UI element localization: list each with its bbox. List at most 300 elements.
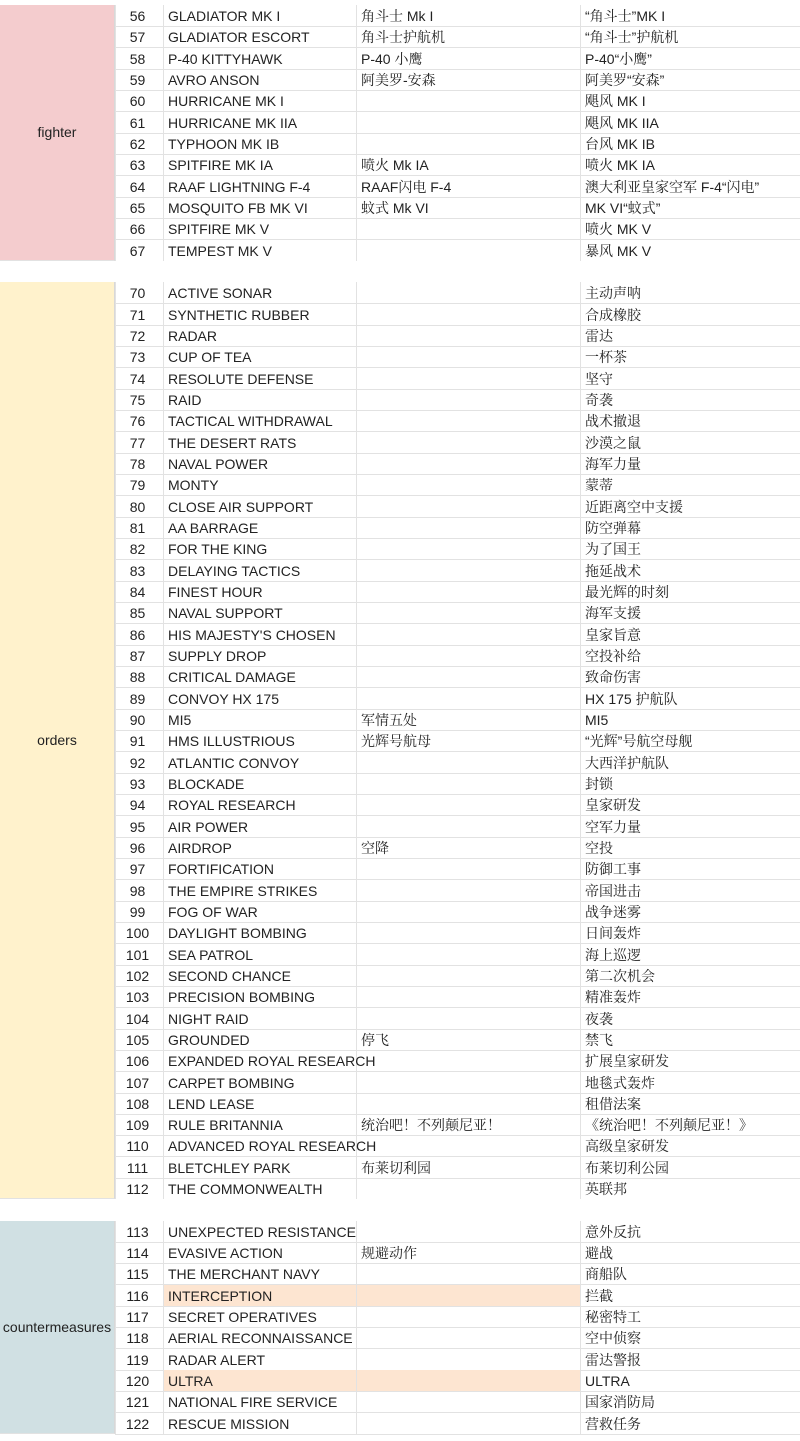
english-name-cell[interactable]: AIRDROP — [164, 837, 357, 859]
english-name-cell[interactable]: EVASIVE ACTION — [164, 1242, 357, 1264]
row-number-cell[interactable]: 120 — [115, 1370, 164, 1392]
english-name-cell[interactable]: MI5 — [164, 709, 357, 731]
chinese-name-cell[interactable]: 布莱切利园 — [357, 1157, 581, 1179]
english-name-cell[interactable]: TACTICAL WITHDRAWAL — [164, 410, 357, 432]
chinese-translation-cell[interactable]: 合成橡胶 — [581, 304, 800, 326]
row-number-cell[interactable]: 64 — [115, 176, 164, 198]
table-row[interactable] — [0, 112, 800, 133]
english-name-cell[interactable]: GLADIATOR ESCORT — [164, 26, 357, 48]
row-number-cell[interactable]: 108 — [115, 1093, 164, 1115]
chinese-name-cell[interactable] — [357, 1285, 581, 1307]
table-row[interactable] — [0, 1157, 800, 1178]
table-row[interactable] — [0, 346, 800, 367]
table-row[interactable] — [0, 325, 800, 346]
chinese-translation-cell[interactable]: 防御工事 — [581, 858, 800, 880]
chinese-name-cell[interactable] — [357, 581, 581, 603]
chinese-name-cell[interactable] — [357, 282, 581, 304]
row-number-cell[interactable]: 92 — [115, 752, 164, 774]
chinese-name-cell[interactable] — [357, 474, 581, 496]
chinese-translation-cell[interactable]: 帝国进击 — [581, 880, 800, 902]
chinese-translation-cell[interactable]: “光辉”号航空母舰 — [581, 730, 800, 752]
table-row[interactable] — [0, 1135, 800, 1156]
row-number-cell[interactable]: 71 — [115, 304, 164, 326]
category-cell-fighter[interactable]: fighter — [0, 5, 115, 261]
chinese-translation-cell[interactable]: 英联邦 — [581, 1178, 800, 1200]
table-row[interactable] — [0, 282, 800, 303]
chinese-translation-cell[interactable]: 拦截 — [581, 1285, 800, 1307]
english-name-cell[interactable]: TYPHOON MK IB — [164, 133, 357, 155]
chinese-translation-cell[interactable]: 夜袭 — [581, 1008, 800, 1030]
chinese-name-cell[interactable] — [357, 1135, 581, 1157]
chinese-name-cell[interactable] — [357, 304, 581, 326]
chinese-name-cell[interactable] — [357, 880, 581, 902]
chinese-name-cell[interactable] — [357, 1391, 581, 1413]
row-number-cell[interactable]: 100 — [115, 922, 164, 944]
chinese-name-cell[interactable] — [357, 1050, 581, 1072]
chinese-name-cell[interactable]: RAAF闪电 F-4 — [357, 176, 581, 198]
row-number-cell[interactable]: 84 — [115, 581, 164, 603]
chinese-translation-cell[interactable]: 飓风 MK I — [581, 90, 800, 112]
row-number-cell[interactable]: 96 — [115, 837, 164, 859]
row-number-cell[interactable]: 102 — [115, 965, 164, 987]
row-number-cell[interactable]: 59 — [115, 69, 164, 91]
english-name-cell[interactable]: THE COMMONWEALTH — [164, 1178, 357, 1200]
chinese-name-cell[interactable] — [357, 602, 581, 624]
table-row[interactable] — [0, 1263, 800, 1284]
english-name-cell[interactable]: P-40 KITTYHAWK — [164, 48, 357, 70]
table-row[interactable] — [0, 1306, 800, 1327]
table-row[interactable] — [0, 560, 800, 581]
english-name-cell[interactable]: GROUNDED — [164, 1029, 357, 1051]
chinese-name-cell[interactable] — [357, 560, 581, 582]
table-row[interactable] — [0, 1285, 800, 1306]
chinese-translation-cell[interactable]: 最光辉的时刻 — [581, 581, 800, 603]
english-name-cell[interactable]: FINEST HOUR — [164, 581, 357, 603]
chinese-translation-cell[interactable]: P-40“小鹰” — [581, 48, 800, 70]
english-name-cell[interactable]: UNEXPECTED RESISTANCE — [164, 1221, 357, 1243]
row-number-cell[interactable]: 122 — [115, 1413, 164, 1435]
row-number-cell[interactable]: 85 — [115, 602, 164, 624]
chinese-translation-cell[interactable]: 皇家旨意 — [581, 624, 800, 646]
row-number-cell[interactable]: 83 — [115, 560, 164, 582]
row-number-cell[interactable]: 121 — [115, 1391, 164, 1413]
chinese-name-cell[interactable] — [357, 1306, 581, 1328]
english-name-cell[interactable]: RADAR ALERT — [164, 1349, 357, 1371]
chinese-translation-cell[interactable]: 近距离空中支援 — [581, 496, 800, 518]
chinese-translation-cell[interactable]: 禁飞 — [581, 1029, 800, 1051]
chinese-translation-cell[interactable]: 坚守 — [581, 368, 800, 390]
english-name-cell[interactable]: RADAR — [164, 325, 357, 347]
row-number-cell[interactable]: 87 — [115, 645, 164, 667]
table-row[interactable] — [0, 1072, 800, 1093]
english-name-cell[interactable]: AERIAL RECONNAISSANCE — [164, 1327, 357, 1349]
table-row[interactable] — [0, 90, 800, 111]
chinese-translation-cell[interactable]: 暴风 MK V — [581, 240, 800, 262]
chinese-translation-cell[interactable]: 地毯式轰炸 — [581, 1072, 800, 1094]
chinese-name-cell[interactable] — [357, 624, 581, 646]
chinese-name-cell[interactable] — [357, 346, 581, 368]
row-number-cell[interactable]: 61 — [115, 112, 164, 134]
english-name-cell[interactable]: SPITFIRE MK IA — [164, 154, 357, 176]
row-number-cell[interactable]: 72 — [115, 325, 164, 347]
english-name-cell[interactable]: THE DESERT RATS — [164, 432, 357, 454]
table-row[interactable] — [0, 26, 800, 47]
english-name-cell[interactable]: NIGHT RAID — [164, 1008, 357, 1030]
english-name-cell[interactable]: FOR THE KING — [164, 538, 357, 560]
chinese-translation-cell[interactable]: 为了国王 — [581, 538, 800, 560]
empty-row[interactable] — [0, 261, 800, 282]
english-name-cell[interactable]: FOG OF WAR — [164, 901, 357, 923]
chinese-name-cell[interactable] — [357, 688, 581, 710]
table-row[interactable] — [0, 368, 800, 389]
chinese-name-cell[interactable] — [357, 922, 581, 944]
chinese-translation-cell[interactable]: “角斗士”护航机 — [581, 26, 800, 48]
empty-row[interactable] — [0, 1199, 800, 1220]
english-name-cell[interactable]: SYNTHETIC RUBBER — [164, 304, 357, 326]
row-number-cell[interactable]: 104 — [115, 1008, 164, 1030]
chinese-name-cell[interactable]: P-40 小鹰 — [357, 48, 581, 70]
table-row[interactable] — [0, 816, 800, 837]
row-number-cell[interactable]: 62 — [115, 133, 164, 155]
english-name-cell[interactable]: BLOCKADE — [164, 773, 357, 795]
chinese-name-cell[interactable]: 统治吧！不列颠尼亚！ — [357, 1114, 581, 1136]
row-number-cell[interactable]: 67 — [115, 240, 164, 262]
chinese-name-cell[interactable] — [357, 517, 581, 539]
english-name-cell[interactable]: HMS ILLUSTRIOUS — [164, 730, 357, 752]
chinese-translation-cell[interactable]: 扩展皇家研发 — [581, 1050, 800, 1072]
chinese-name-cell[interactable] — [357, 944, 581, 966]
english-name-cell[interactable]: HURRICANE MK I — [164, 90, 357, 112]
row-number-cell[interactable]: 80 — [115, 496, 164, 518]
chinese-translation-cell[interactable]: 大西洋护航队 — [581, 752, 800, 774]
row-number-cell[interactable]: 75 — [115, 389, 164, 411]
row-number-cell[interactable]: 114 — [115, 1242, 164, 1264]
row-number-cell[interactable]: 95 — [115, 816, 164, 838]
chinese-name-cell[interactable] — [357, 218, 581, 240]
chinese-name-cell[interactable] — [357, 858, 581, 880]
table-row[interactable] — [0, 1221, 800, 1242]
english-name-cell[interactable]: ADVANCED ROYAL RESEARCH — [164, 1135, 357, 1157]
chinese-translation-cell[interactable]: 封锁 — [581, 773, 800, 795]
english-name-cell[interactable]: SPITFIRE MK V — [164, 218, 357, 240]
chinese-translation-cell[interactable]: 意外反抗 — [581, 1221, 800, 1243]
chinese-name-cell[interactable] — [357, 389, 581, 411]
row-number-cell[interactable]: 79 — [115, 474, 164, 496]
chinese-name-cell[interactable]: 规避动作 — [357, 1242, 581, 1264]
table-row[interactable] — [0, 880, 800, 901]
table-row[interactable] — [0, 154, 800, 175]
chinese-name-cell[interactable]: 角斗士 Mk I — [357, 5, 581, 27]
english-name-cell[interactable]: HIS MAJESTY'S CHOSEN — [164, 624, 357, 646]
row-number-cell[interactable]: 90 — [115, 709, 164, 731]
chinese-translation-cell[interactable]: 避战 — [581, 1242, 800, 1264]
chinese-translation-cell[interactable]: 喷火 MK V — [581, 218, 800, 240]
table-row[interactable] — [0, 48, 800, 69]
english-name-cell[interactable]: SECRET OPERATIVES — [164, 1306, 357, 1328]
table-row[interactable] — [0, 1327, 800, 1348]
table-row[interactable] — [0, 410, 800, 431]
chinese-name-cell[interactable] — [357, 112, 581, 134]
chinese-translation-cell[interactable]: 拖延战术 — [581, 560, 800, 582]
table-row[interactable] — [0, 773, 800, 794]
chinese-translation-cell[interactable]: 第二次机会 — [581, 965, 800, 987]
chinese-translation-cell[interactable]: MI5 — [581, 709, 800, 731]
row-number-cell[interactable]: 118 — [115, 1327, 164, 1349]
row-number-cell[interactable]: 115 — [115, 1263, 164, 1285]
row-number-cell[interactable]: 94 — [115, 794, 164, 816]
chinese-translation-cell[interactable]: 台风 MK IB — [581, 133, 800, 155]
english-name-cell[interactable]: DAYLIGHT BOMBING — [164, 922, 357, 944]
chinese-translation-cell[interactable]: 奇袭 — [581, 389, 800, 411]
row-number-cell[interactable]: 66 — [115, 218, 164, 240]
table-row[interactable] — [0, 1050, 800, 1071]
table-row[interactable] — [0, 304, 800, 325]
row-number-cell[interactable]: 116 — [115, 1285, 164, 1307]
english-name-cell[interactable]: RESCUE MISSION — [164, 1413, 357, 1435]
chinese-translation-cell[interactable]: 《统治吧！不列颠尼亚！》 — [581, 1114, 800, 1136]
table-row[interactable] — [0, 1029, 800, 1050]
table-row[interactable] — [0, 496, 800, 517]
english-name-cell[interactable]: ATLANTIC CONVOY — [164, 752, 357, 774]
table-row[interactable] — [0, 453, 800, 474]
chinese-translation-cell[interactable]: 空投 — [581, 837, 800, 859]
english-name-cell[interactable]: RAAF LIGHTNING F-4 — [164, 176, 357, 198]
table-row[interactable] — [0, 1114, 800, 1135]
english-name-cell[interactable]: DELAYING TACTICS — [164, 560, 357, 582]
row-number-cell[interactable]: 60 — [115, 90, 164, 112]
chinese-name-cell[interactable] — [357, 986, 581, 1008]
chinese-translation-cell[interactable]: 蒙蒂 — [581, 474, 800, 496]
chinese-name-cell[interactable]: 角斗士护航机 — [357, 26, 581, 48]
chinese-name-cell[interactable] — [357, 496, 581, 518]
table-row[interactable] — [0, 837, 800, 858]
chinese-translation-cell[interactable]: 空中侦察 — [581, 1327, 800, 1349]
chinese-name-cell[interactable] — [357, 325, 581, 347]
chinese-translation-cell[interactable]: ULTRA — [581, 1370, 800, 1392]
english-name-cell[interactable]: RULE BRITANNIA — [164, 1114, 357, 1136]
english-name-cell[interactable]: CLOSE AIR SUPPORT — [164, 496, 357, 518]
table-row[interactable] — [0, 1349, 800, 1370]
english-name-cell[interactable]: FORTIFICATION — [164, 858, 357, 880]
english-name-cell[interactable]: NAVAL SUPPORT — [164, 602, 357, 624]
row-number-cell[interactable]: 89 — [115, 688, 164, 710]
row-number-cell[interactable]: 106 — [115, 1050, 164, 1072]
chinese-name-cell[interactable]: 喷火 Mk IA — [357, 154, 581, 176]
table-row[interactable] — [0, 389, 800, 410]
table-row[interactable] — [0, 517, 800, 538]
chinese-name-cell[interactable] — [357, 1072, 581, 1094]
row-number-cell[interactable]: 78 — [115, 453, 164, 475]
table-row[interactable] — [0, 730, 800, 751]
chinese-translation-cell[interactable]: 海上巡逻 — [581, 944, 800, 966]
table-row[interactable] — [0, 944, 800, 965]
english-name-cell[interactable]: INTERCEPTION — [164, 1285, 357, 1307]
row-number-cell[interactable]: 58 — [115, 48, 164, 70]
chinese-name-cell[interactable] — [357, 133, 581, 155]
english-name-cell[interactable]: CARPET BOMBING — [164, 1072, 357, 1094]
chinese-name-cell[interactable] — [357, 538, 581, 560]
english-name-cell[interactable]: MOSQUITO FB MK VI — [164, 197, 357, 219]
chinese-name-cell[interactable] — [357, 453, 581, 475]
table-row[interactable] — [0, 666, 800, 687]
chinese-translation-cell[interactable]: 布莱切利公园 — [581, 1157, 800, 1179]
row-number-cell[interactable]: 97 — [115, 858, 164, 880]
english-name-cell[interactable]: LEND LEASE — [164, 1093, 357, 1115]
chinese-translation-cell[interactable]: 雷达 — [581, 325, 800, 347]
table-row[interactable] — [0, 133, 800, 154]
english-name-cell[interactable]: NAVAL POWER — [164, 453, 357, 475]
table-row[interactable] — [0, 538, 800, 559]
chinese-name-cell[interactable] — [357, 645, 581, 667]
english-name-cell[interactable]: ULTRA — [164, 1370, 357, 1392]
table-row[interactable] — [0, 5, 800, 26]
chinese-translation-cell[interactable]: 租借法案 — [581, 1093, 800, 1115]
english-name-cell[interactable]: BLETCHLEY PARK — [164, 1157, 357, 1179]
english-name-cell[interactable]: RAID — [164, 389, 357, 411]
row-number-cell[interactable]: 88 — [115, 666, 164, 688]
chinese-translation-cell[interactable]: 喷火 MK IA — [581, 154, 800, 176]
row-number-cell[interactable]: 70 — [115, 282, 164, 304]
row-number-cell[interactable]: 110 — [115, 1135, 164, 1157]
table-row[interactable] — [0, 432, 800, 453]
chinese-name-cell[interactable]: 军情五处 — [357, 709, 581, 731]
chinese-translation-cell[interactable]: HX 175 护航队 — [581, 688, 800, 710]
chinese-name-cell[interactable] — [357, 368, 581, 390]
table-row[interactable] — [0, 645, 800, 666]
table-row[interactable] — [0, 1413, 800, 1434]
table-row[interactable] — [0, 1370, 800, 1391]
row-number-cell[interactable]: 91 — [115, 730, 164, 752]
chinese-translation-cell[interactable]: 商船队 — [581, 1263, 800, 1285]
chinese-name-cell[interactable] — [357, 1413, 581, 1435]
chinese-name-cell[interactable] — [357, 773, 581, 795]
chinese-translation-cell[interactable]: 沙漠之鼠 — [581, 432, 800, 454]
chinese-translation-cell[interactable]: 营救任务 — [581, 1413, 800, 1435]
table-row[interactable] — [0, 602, 800, 623]
chinese-name-cell[interactable]: 光辉号航母 — [357, 730, 581, 752]
english-name-cell[interactable]: THE MERCHANT NAVY — [164, 1263, 357, 1285]
english-name-cell[interactable]: GLADIATOR MK I — [164, 5, 357, 27]
table-row[interactable] — [0, 176, 800, 197]
english-name-cell[interactable]: HURRICANE MK IIA — [164, 112, 357, 134]
chinese-translation-cell[interactable]: 秘密特工 — [581, 1306, 800, 1328]
row-number-cell[interactable]: 56 — [115, 5, 164, 27]
english-name-cell[interactable]: ACTIVE SONAR — [164, 282, 357, 304]
english-name-cell[interactable]: SEA PATROL — [164, 944, 357, 966]
chinese-translation-cell[interactable]: 战争迷雾 — [581, 901, 800, 923]
chinese-translation-cell[interactable]: “角斗士”MK I — [581, 5, 800, 27]
row-number-cell[interactable]: 107 — [115, 1072, 164, 1094]
chinese-name-cell[interactable] — [357, 90, 581, 112]
english-name-cell[interactable]: SUPPLY DROP — [164, 645, 357, 667]
chinese-name-cell[interactable] — [357, 1327, 581, 1349]
chinese-translation-cell[interactable]: 主动声呐 — [581, 282, 800, 304]
chinese-translation-cell[interactable]: 飓风 MK IIA — [581, 112, 800, 134]
chinese-name-cell[interactable] — [357, 752, 581, 774]
row-number-cell[interactable]: 103 — [115, 986, 164, 1008]
row-number-cell[interactable]: 109 — [115, 1114, 164, 1136]
row-number-cell[interactable]: 105 — [115, 1029, 164, 1051]
row-number-cell[interactable]: 111 — [115, 1157, 164, 1179]
table-row[interactable] — [0, 794, 800, 815]
chinese-translation-cell[interactable]: 高级皇家研发 — [581, 1135, 800, 1157]
english-name-cell[interactable]: RESOLUTE DEFENSE — [164, 368, 357, 390]
table-row[interactable] — [0, 624, 800, 645]
row-number-cell[interactable]: 119 — [115, 1349, 164, 1371]
chinese-translation-cell[interactable]: 战术撤退 — [581, 410, 800, 432]
row-number-cell[interactable]: 74 — [115, 368, 164, 390]
category-cell-orders[interactable]: orders — [0, 282, 115, 1199]
table-row[interactable] — [0, 858, 800, 879]
chinese-name-cell[interactable]: 蚊式 Mk VI — [357, 197, 581, 219]
chinese-translation-cell[interactable]: 海军支援 — [581, 602, 800, 624]
english-name-cell[interactable]: TEMPEST MK V — [164, 240, 357, 262]
english-name-cell[interactable]: SECOND CHANCE — [164, 965, 357, 987]
chinese-name-cell[interactable] — [357, 965, 581, 987]
table-row[interactable] — [0, 709, 800, 730]
chinese-translation-cell[interactable]: 精准轰炸 — [581, 986, 800, 1008]
table-row[interactable] — [0, 218, 800, 239]
table-row[interactable] — [0, 581, 800, 602]
table-row[interactable] — [0, 901, 800, 922]
english-name-cell[interactable]: THE EMPIRE STRIKES — [164, 880, 357, 902]
chinese-translation-cell[interactable]: 致命伤害 — [581, 666, 800, 688]
chinese-name-cell[interactable] — [357, 666, 581, 688]
chinese-translation-cell[interactable]: 阿美罗“安森” — [581, 69, 800, 91]
chinese-name-cell[interactable] — [357, 1221, 581, 1243]
table-row[interactable] — [0, 922, 800, 943]
chinese-name-cell[interactable] — [357, 1093, 581, 1115]
chinese-translation-cell[interactable]: 澳大利亚皇家空军 F-4“闪电” — [581, 176, 800, 198]
chinese-translation-cell[interactable]: 空投补给 — [581, 645, 800, 667]
english-name-cell[interactable]: CONVOY HX 175 — [164, 688, 357, 710]
row-number-cell[interactable]: 65 — [115, 197, 164, 219]
row-number-cell[interactable]: 86 — [115, 624, 164, 646]
table-row[interactable] — [0, 1178, 800, 1199]
chinese-name-cell[interactable] — [357, 816, 581, 838]
english-name-cell[interactable]: EXPANDED ROYAL RESEARCH — [164, 1050, 357, 1072]
chinese-name-cell[interactable] — [357, 240, 581, 262]
row-number-cell[interactable]: 82 — [115, 538, 164, 560]
row-number-cell[interactable]: 112 — [115, 1178, 164, 1200]
table-row[interactable] — [0, 474, 800, 495]
english-name-cell[interactable]: NATIONAL FIRE SERVICE — [164, 1391, 357, 1413]
row-number-cell[interactable]: 101 — [115, 944, 164, 966]
table-row[interactable] — [0, 1093, 800, 1114]
table-row[interactable] — [0, 1391, 800, 1412]
english-name-cell[interactable]: CUP OF TEA — [164, 346, 357, 368]
english-name-cell[interactable]: AVRO ANSON — [164, 69, 357, 91]
english-name-cell[interactable]: CRITICAL DAMAGE — [164, 666, 357, 688]
row-number-cell[interactable]: 63 — [115, 154, 164, 176]
chinese-name-cell[interactable] — [357, 1349, 581, 1371]
chinese-translation-cell[interactable]: MK VI“蚊式” — [581, 197, 800, 219]
row-number-cell[interactable]: 57 — [115, 26, 164, 48]
row-number-cell[interactable]: 77 — [115, 432, 164, 454]
english-name-cell[interactable]: AIR POWER — [164, 816, 357, 838]
table-row[interactable] — [0, 197, 800, 218]
chinese-name-cell[interactable]: 空降 — [357, 837, 581, 859]
row-number-cell[interactable]: 99 — [115, 901, 164, 923]
chinese-name-cell[interactable] — [357, 1178, 581, 1200]
row-number-cell[interactable]: 113 — [115, 1221, 164, 1243]
chinese-translation-cell[interactable]: 防空弹幕 — [581, 517, 800, 539]
chinese-translation-cell[interactable]: 国家消防局 — [581, 1391, 800, 1413]
chinese-name-cell[interactable]: 停飞 — [357, 1029, 581, 1051]
row-number-cell[interactable]: 93 — [115, 773, 164, 795]
chinese-translation-cell[interactable]: 空军力量 — [581, 816, 800, 838]
english-name-cell[interactable]: AA BARRAGE — [164, 517, 357, 539]
